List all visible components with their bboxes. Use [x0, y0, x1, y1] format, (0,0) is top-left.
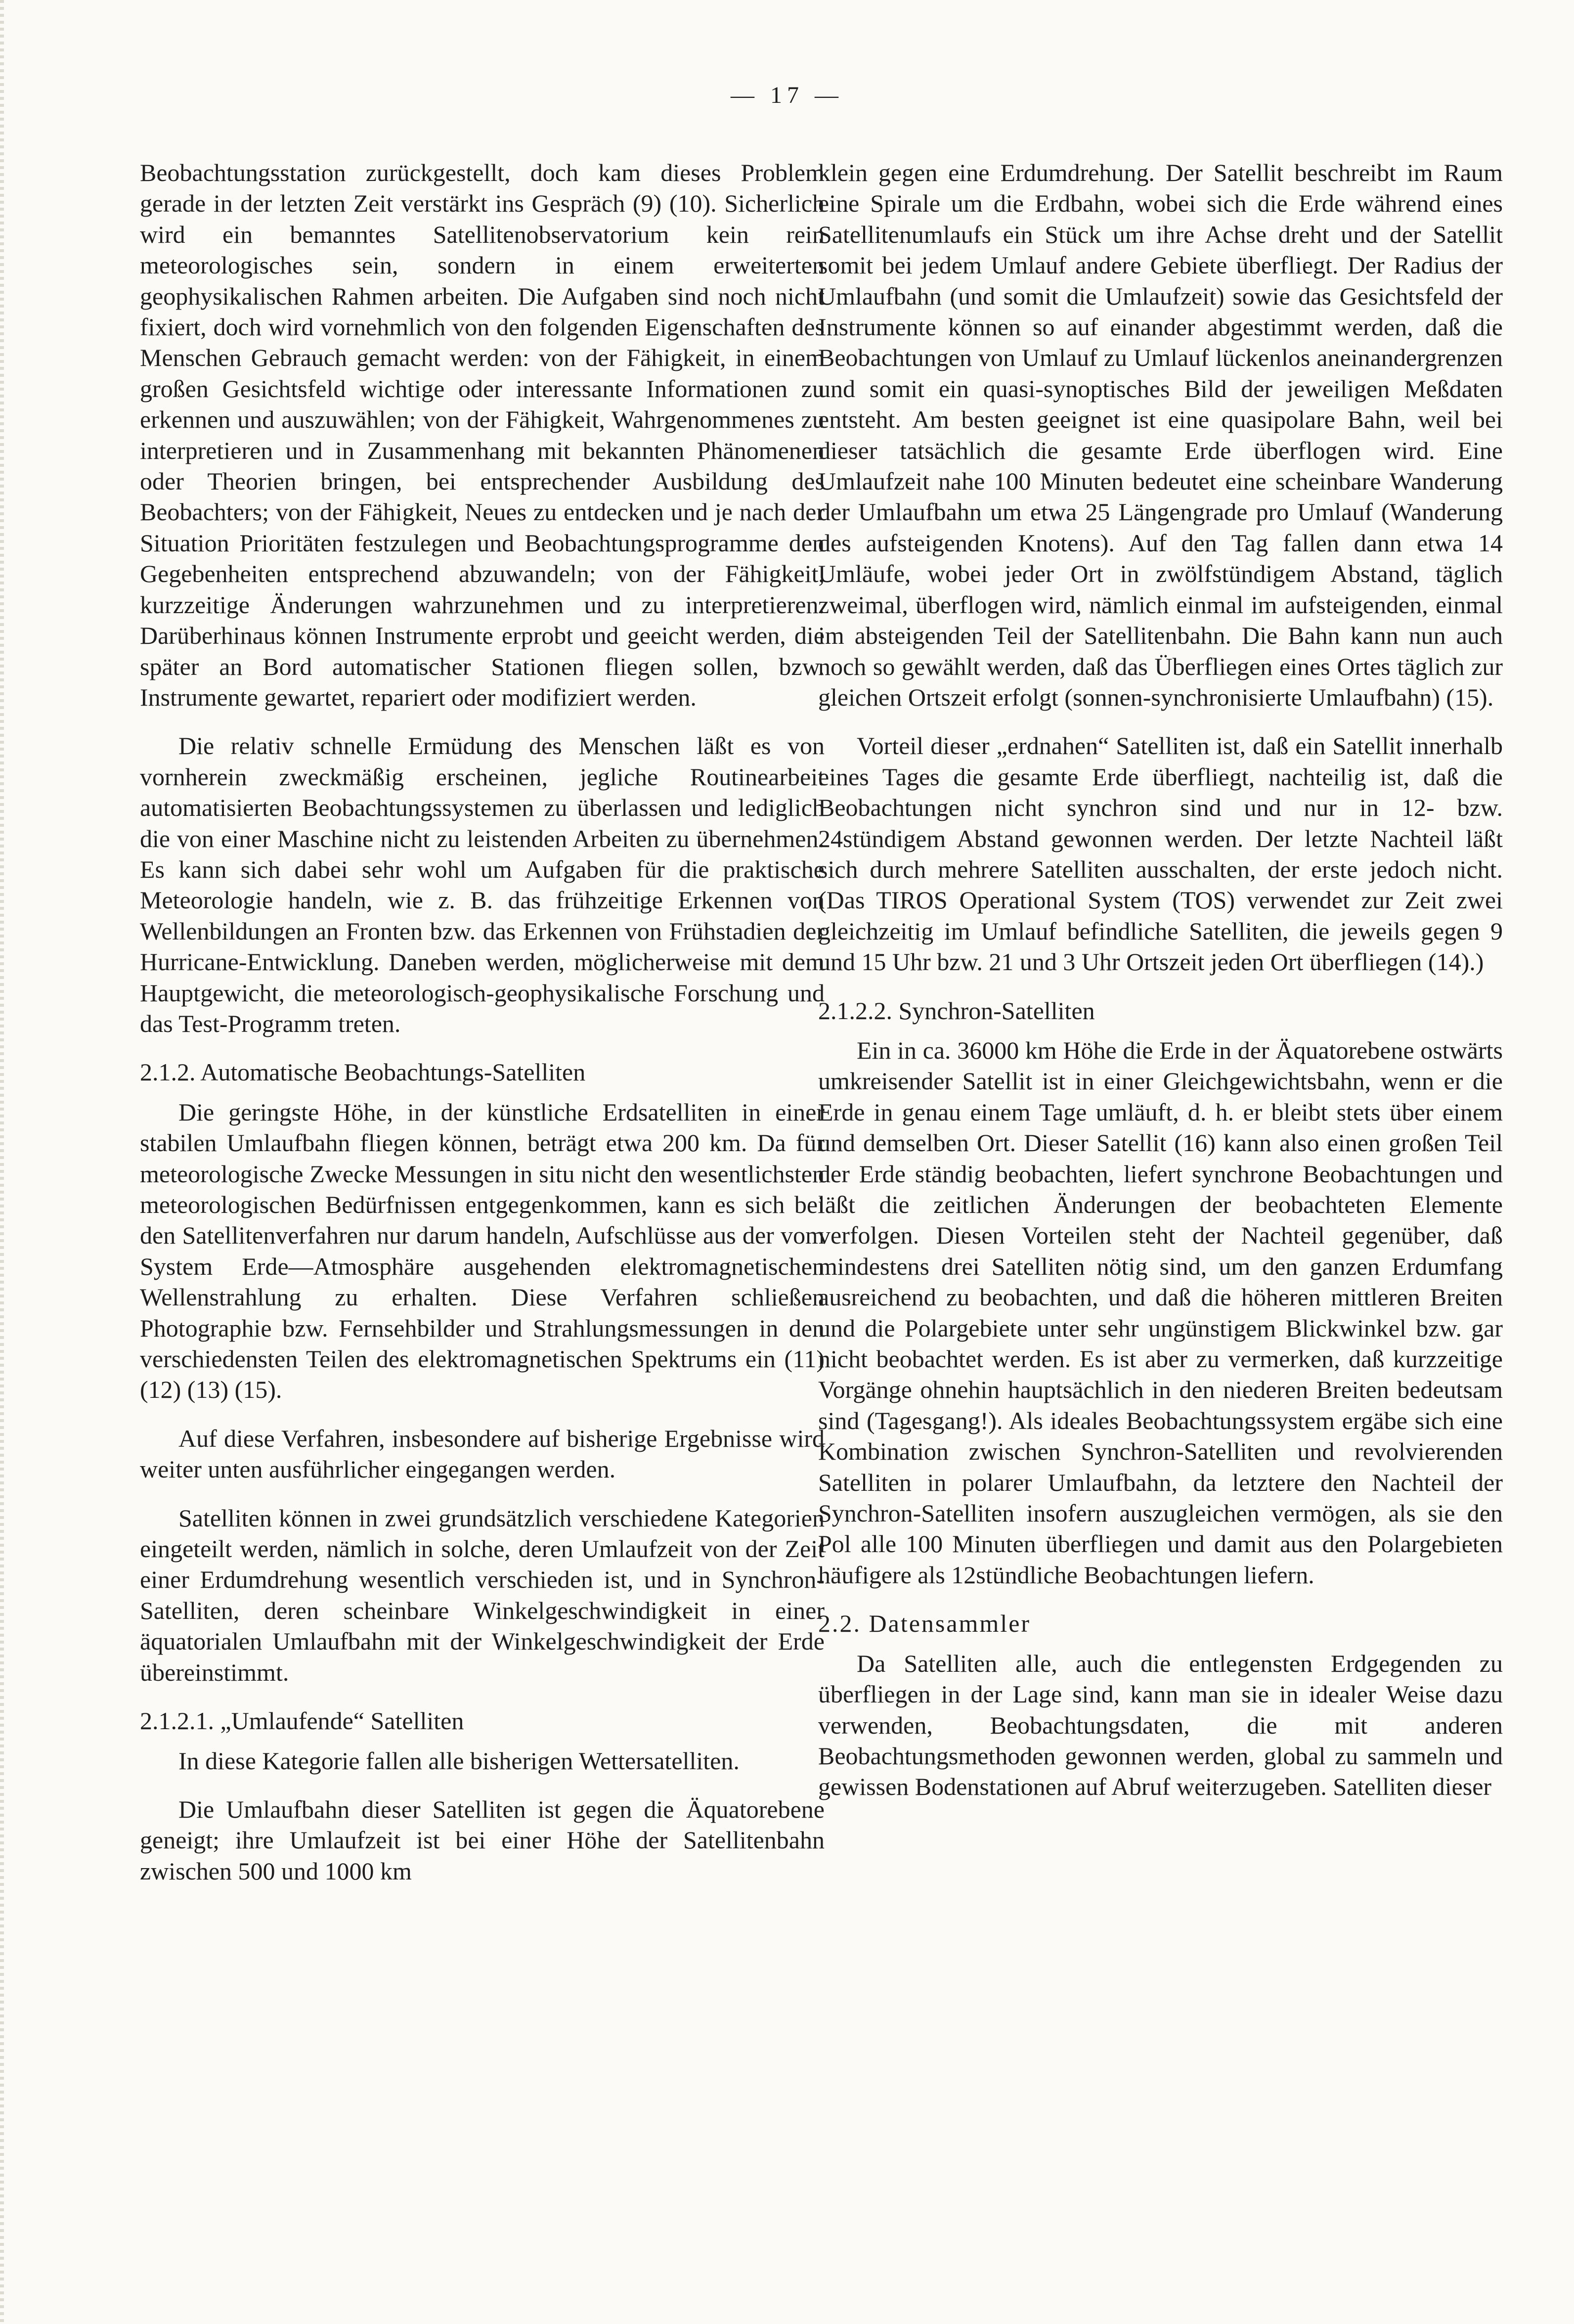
section-heading: 2.2. Datensammler — [818, 1609, 1031, 1638]
section-heading: 2.1.2. Automatische Beobachtungs-Satelliten — [140, 1058, 586, 1086]
paragraph: Vorteil dieser „erdnahen“ Satelliten ist, daß ein Satellit innerhalb eines Tages die gesamte Erde überfliegt, nachteilig ist, daß die Beobachtungen nicht synchron sind und nur in 12- bzw. 24stündigem Abstand gewonnen werden. Der letzte Nachteil läßt sich durch mehrere Satelliten ausschalten, der erste jedoch nicht. (Das TIROS Operational System (TOS) verwendet zur Zeit zwei gleichzeitig im Umlauf befindliche Satelliten, die jeweils gegen 9 und 15 Uhr bzw. 21 und 3 Uhr Ortszeit jeden Ort überfliegen (14).) — [818, 732, 1503, 976]
right-column — [818, 157, 1503, 1820]
paragraph: Ein in ca. 36000 km Höhe die Erde in der Äquatorebene ostwärts umkreisender Satellit ist in einer Gleichgewichtsbahn, wenn er die Erde in genau einem Tage umläuft, d. h. er bleibt stets über einem und demselben Ort. Dieser Satellit (16) kann also einen großen Teil der Erde ständig beobachten, liefert synchrone Beobachtungen und läßt die zeitlichen Änderungen der beobachteten Elemente verfolgen. Diesen Vorteilen steht der Nachteil gegenüber, daß mindestens drei Satelliten nötig sind, um den ganzen Erdumfang ausreichend zu beobachten, und daß die höheren mittleren Breiten und die Polargebiete unter sehr ungünstigem Blickwinkel bzw. gar nicht beobachtet werden. Es ist aber zu vermerken, daß kurzzeitige Vorgänge ohnehin hauptsächlich in den niederen Breiten bedeutsam sind (Tagesgang!). Als ideales Beobachtungssystem ergäbe sich eine Kombination zwischen Synchron-Satelliten und revolvierenden Satelliten in polarer Umlaufbahn, da letztere den Nachteil der Synchron-Satelliten insofern auszugleichen vermögen, als sie den Pol alle 100 Minuten überfliegen und damit aus den Polargebieten häufigere als 12stündliche Beobachtungen liefern. — [818, 1036, 1503, 1589]
section-heading: 2.1.2.2. Synchron-Satelliten — [818, 996, 1095, 1025]
paragraph: Satelliten können in zwei grundsätzlich verschiedene Kategorien eingeteilt werden, nämlich in solche, deren Umlaufzeit von der Zeit einer Erdumdrehung wesentlich verschieden ist, und in Synchron-Satelliten, deren scheinbare Winkelgeschwindigkeit in einer äquatorialen Umlaufbahn mit der Winkelgeschwindigkeit der Erde übereinstimmt. — [140, 1504, 825, 1686]
paragraph: Auf diese Verfahren, insbesondere auf bisherige Ergebnisse wird weiter unten ausführlicher eingegangen werden. — [140, 1424, 825, 1483]
paragraph: In diese Kategorie fallen alle bisherigen Wettersatelliten. — [178, 1746, 740, 1775]
section-heading: 2.1.2.1. „Umlaufende“ Satelliten — [140, 1707, 464, 1735]
paragraph: Da Satelliten alle, auch die entlegensten Erdgegenden zu überfliegen in der Lage sind, kann man sie in idealer Weise dazu verwenden, Beobachtungsdaten, die mit anderen Beobachtungsmethoden gewonnen werden, global zu sammeln und gewissen Bodenstationen auf Abruf weiterzugeben. Satelliten dieser — [818, 1649, 1503, 1801]
paragraph: Die Umlaufbahn dieser Satelliten ist gegen die Äquatorebene geneigt; ihre Umlaufzeit ist bei einer Höhe der Satellitenbahn zwischen 500 und 1000 km — [140, 1795, 825, 1885]
paragraph: klein gegen eine Erdumdrehung. Der Satellit beschreibt im Raum eine Spirale um die Erdbahn, wobei sich die Erde während eines Satellitenumlaufs ein Stück um ihre Achse dreht und der Satellit somit bei jedem Umlauf andere Gebiete überfliegt. Der Radius der Umlaufbahn (und somit die Umlaufzeit) sowie das Gesichtsfeld der Instrumente können so auf einander abgestimmt werden, daß die Beobachtungen von Umlauf zu Umlauf lückenlos aneinandergrenzen und somit ein quasi-synoptisches Bild der jeweiligen Meßdaten entsteht. Am besten geeignet ist eine quasipolare Bahn, weil bei dieser tatsächlich die gesamte Erde überflogen wird. Eine Umlaufzeit nahe 100 Minuten bedeutet eine scheinbare Wanderung der Umlaufbahn um etwa 25 Längengrade pro Umlauf (Wanderung des aufsteigenden Knotens). Auf den Tag fallen dann etwa 14 Umläufe, wobei jeder Ort in zwölfstündigem Abstand, täglich zweimal, überflogen wird, nämlich einmal im aufsteigenden, einmal im absteigenden Teil der Satellitenbahn. Die Bahn kann nun auch noch so gewählt werden, daß das Überfliegen eines Ortes täglich zur gleichen Ortszeit erfolgt (sonnen-synchronisierte Umlaufbahn) (15). — [818, 159, 1503, 711]
paragraph: Beobachtungsstation zurückgestellt, doch kam dieses Problem gerade in der letzten Zeit verstärkt ins Gespräch (9) (10). Sicherlich wird ein bemanntes Satellitenobservatorium kein rein meteorologisches sein, sondern in einem erweiterten geophysikalischen Rahmen arbeiten. Die Aufgaben sind noch nicht fixiert, doch wird vornehmlich von den folgenden Eigenschaften des Menschen Gebrauch gemacht werden: von der Fähigkeit, in einem großen Gesichtsfeld wichtige oder interessante Informationen zu erkennen und auszuwählen; von der Fähigkeit, Wahrgenommenes zu interpretieren und in Zusammenhang mit bekannten Phänomenen oder Theorien bringen, bei entsprechender Ausbildung des Beobachters; von der Fähigkeit, Neues zu entdecken und je nach der Situation Prioritäten festzulegen und Beobachtungsprogramme den Gegebenheiten entsprechend abzuwandeln; von der Fähigkeit, kurzzeitige Änderungen wahrzunehmen und zu interpretieren. Darüberhinaus können Instrumente erprobt und geeicht werden, die später an Bord automatischer Stationen fliegen sollen, bzw. Instrumente gewartet, repariert oder modifiziert werden. — [140, 159, 825, 711]
left-column — [140, 157, 825, 1904]
paragraph: Die geringste Höhe, in der künstliche Erdsatelliten in einer stabilen Umlaufbahn fliegen können, beträgt etwa 200 km. Da für meteorologische Zwecke Messungen in situ nicht den wesentlichsten meteorologischen Bedürfnissen entgegenkommen, kann es sich bei den Satellitenverfahren nur darum handeln, Aufschlüsse aus der vom System Erde—Atmosphäre ausgehenden elektromagnetischen Wellenstrahlung zu erhalten. Diese Verfahren schließen Photographie bzw. Fernsehbilder und Strahlungsmessungen in den verschiedensten Teilen des elektromagnetischen Spektrums ein (11) (12) (13) (15). — [140, 1098, 825, 1404]
page-number: — 17 — — [731, 82, 843, 108]
paragraph: Die relativ schnelle Ermüdung des Menschen läßt es von vornherein zweckmäßig erscheinen, jegliche Routinearbeit automatisierten Beobachtungssystemen zu überlassen und lediglich die von einer Maschine nicht zu leistenden Arbeiten zu übernehmen. Es kann sich dabei sehr wohl um Aufgaben für die praktische Meteorologie handeln, wie z. B. das frühzeitige Erkennen von Wellenbildungen an Fronten bzw. das Erkennen von Frühstadien der Hurricane-Entwicklung. Daneben werden, möglicherweise mit dem Hauptgewicht, die meteorologisch-geophysikalische Forschung und das Test-Programm treten. — [140, 732, 825, 1037]
scan-edge — [0, 0, 4, 2324]
